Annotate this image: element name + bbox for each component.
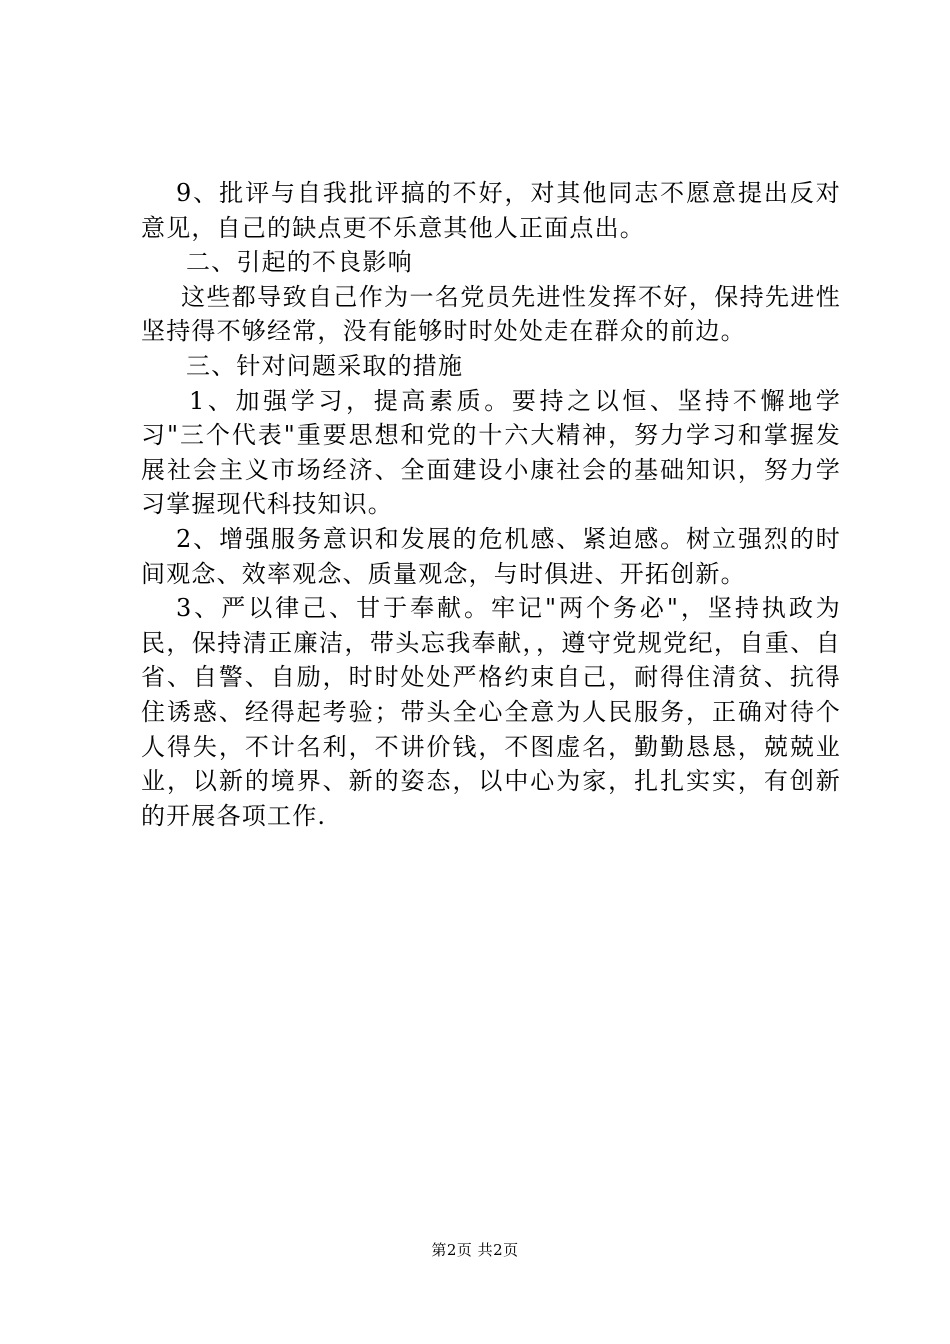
paragraph-effect: 这些都导致自己作为一名党员先进性发挥不好，保持先进性坚持得不够经常，没有能够时时处处走在群众的前边。: [141, 282, 841, 346]
paragraph-item-9: 9、批评与自我批评搞的不好，对其他同志不愿意提出反对意见，自己的缺点更不乐意其他人正面点出。: [141, 179, 841, 242]
page-number-label: 第2页 共2页: [431, 1241, 519, 1259]
document-body: [141, 176, 841, 833]
measure-item-1: 1、加强学习，提高素质。要持之以恒、坚持不懈地学习"三个代表"重要思想和党的十六大精神，努力学习和掌握发展社会主义市场经济、全面建设小康社会的基础知识，努力学习掌握现代科技知识。: [141, 386, 841, 519]
measure-item-3: 3、严以律己、甘于奉献。牢记"两个务必"，坚持执政为民，保持清正廉洁，带头忘我奉献，，遵守党规党纪，自重、自省、自警、自励，时时处处严格约束自己，耐得住清贫、抗得住诱惑、经得起考验；带头全心全意为人民服务，正确对待个人得失，不计名利，不讲价钱，不图虚名，勤勤恳恳，兢兢业业，以新的境界、新的姿态，以中心为家，扎扎实实，有创新的开展各项工作.: [141, 594, 841, 830]
page-footer: [0, 1240, 950, 1260]
measure-item-2: 2、增强服务意识和发展的危机感、紧迫感。树立强烈的时间观念、效率观念、质量观念，与时俱进、开拓创新。: [141, 524, 841, 588]
section-heading-3: 三、针对问题采取的措施: [186, 351, 464, 380]
section-heading-2: 二、引起的不良影响: [186, 248, 413, 277]
